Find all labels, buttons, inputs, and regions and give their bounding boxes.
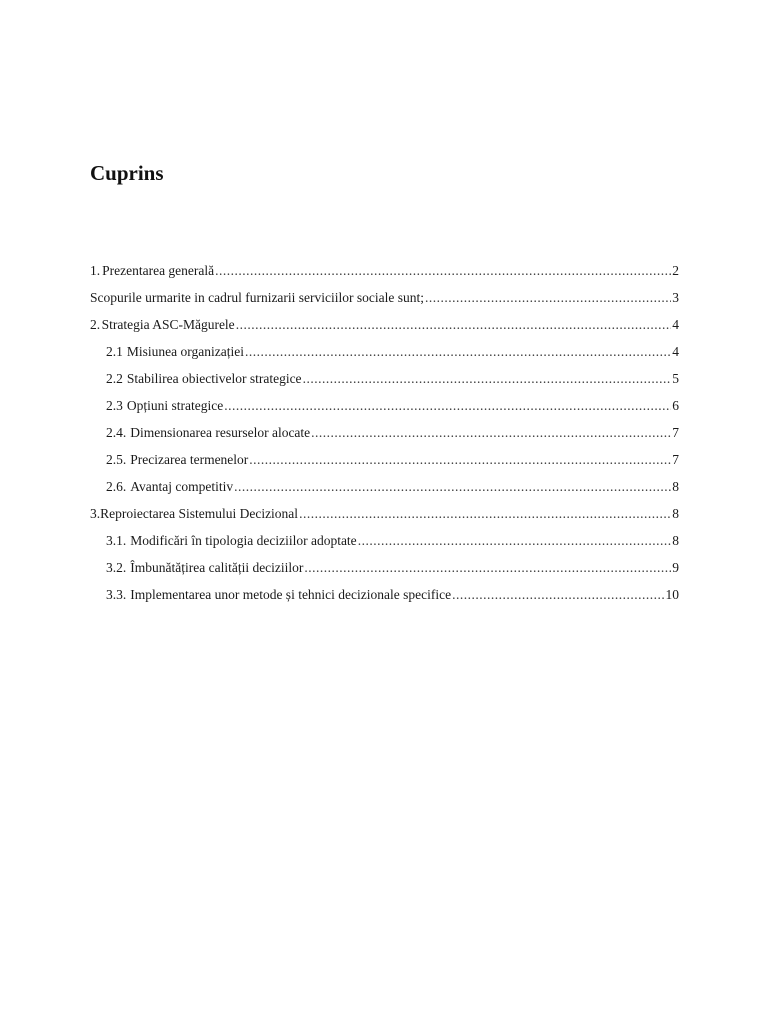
toc-entry[interactable] — [90, 316, 679, 343]
toc-dot-leader — [358, 532, 672, 550]
toc-entry-title: Prezentarea generală — [102, 263, 215, 278]
toc-entry-number: 3.2. — [106, 560, 127, 575]
toc-dot-leader — [236, 316, 672, 334]
toc-entry-number: 1. — [90, 263, 101, 278]
toc-entry-title: Misiunea organizației — [126, 344, 244, 359]
toc-entry-title: Strategia ASC-Măgurele — [101, 317, 235, 332]
toc-entry-page: 8 — [672, 533, 679, 548]
toc-dot-leader — [303, 370, 672, 388]
toc-dot-leader — [311, 424, 671, 442]
toc-dot-leader — [299, 505, 671, 523]
toc-dot-leader — [249, 451, 671, 469]
toc-dot-leader — [234, 478, 671, 496]
toc-entry-title: Precizarea termenelor — [130, 452, 249, 467]
toc-entry[interactable] — [90, 586, 679, 613]
toc-entry-number: 2.3 — [106, 398, 123, 413]
toc-entry-page: 7 — [672, 452, 679, 467]
toc-entry-page: 6 — [672, 398, 679, 413]
toc-entry-number: 2. — [90, 317, 101, 332]
table-of-contents — [90, 262, 679, 613]
toc-entry-page: 4 — [672, 344, 679, 359]
toc-entry-number: 2.4. — [106, 425, 127, 440]
toc-dot-leader — [304, 559, 671, 577]
toc-entry-title: Modificări în tipologia deciziilor adoptate — [130, 533, 357, 548]
toc-entry-number: 2.5. — [106, 452, 127, 467]
toc-entry-number: 2.2 — [106, 371, 123, 386]
toc-entry-page: 9 — [672, 560, 679, 575]
toc-entry-title: Avantaj competitiv — [130, 479, 234, 494]
toc-entry-title: Stabilirea obiectivelor strategice — [126, 371, 302, 386]
toc-entry-page: 3 — [672, 290, 679, 305]
toc-entry[interactable] — [90, 370, 679, 397]
toc-entry[interactable] — [90, 343, 679, 370]
toc-entry[interactable] — [90, 532, 679, 559]
toc-dot-leader — [452, 586, 664, 604]
toc-entry-page: 2 — [672, 263, 679, 278]
toc-entry[interactable] — [90, 478, 679, 505]
toc-entry-number: 2.6. — [106, 479, 127, 494]
toc-dot-leader — [224, 397, 671, 415]
toc-entry[interactable] — [90, 424, 679, 451]
toc-entry-page: 10 — [665, 587, 679, 602]
toc-entry[interactable] — [90, 262, 679, 289]
toc-entry[interactable] — [90, 559, 679, 586]
toc-entry-title: Reproiectarea Sistemului Decizional — [100, 506, 299, 521]
toc-dot-leader — [245, 343, 671, 361]
toc-entry[interactable] — [90, 289, 679, 316]
toc-entry-number: 3.1. — [106, 533, 127, 548]
toc-entry-number: 2.1 — [106, 344, 123, 359]
toc-entry-title: Implementarea unor metode și tehnici decizionale specifice — [130, 587, 452, 602]
toc-dot-leader — [215, 262, 671, 280]
toc-entry-page: 8 — [672, 506, 679, 521]
toc-entry-title: Dimensionarea resurselor alocate — [130, 425, 311, 440]
toc-dot-leader — [425, 289, 671, 307]
page-title: Cuprins — [90, 161, 164, 185]
toc-entry-title: Îmbunătățirea calității deciziilor — [130, 560, 304, 575]
toc-entry[interactable] — [90, 505, 679, 532]
toc-entry[interactable] — [90, 451, 679, 478]
toc-entry-page: 5 — [672, 371, 679, 386]
toc-entry[interactable] — [90, 397, 679, 424]
toc-entry-page: 4 — [672, 317, 679, 332]
toc-entry-page: 7 — [672, 425, 679, 440]
toc-entry-number: 3.3. — [106, 587, 127, 602]
toc-entry-title: Scopurile urmarite in cadrul furnizarii serviciilor sociale sunt; — [90, 290, 425, 305]
toc-entry-title: Opțiuni strategice — [126, 398, 224, 413]
toc-entry-number: 3. — [90, 506, 101, 521]
toc-entry-page: 8 — [672, 479, 679, 494]
